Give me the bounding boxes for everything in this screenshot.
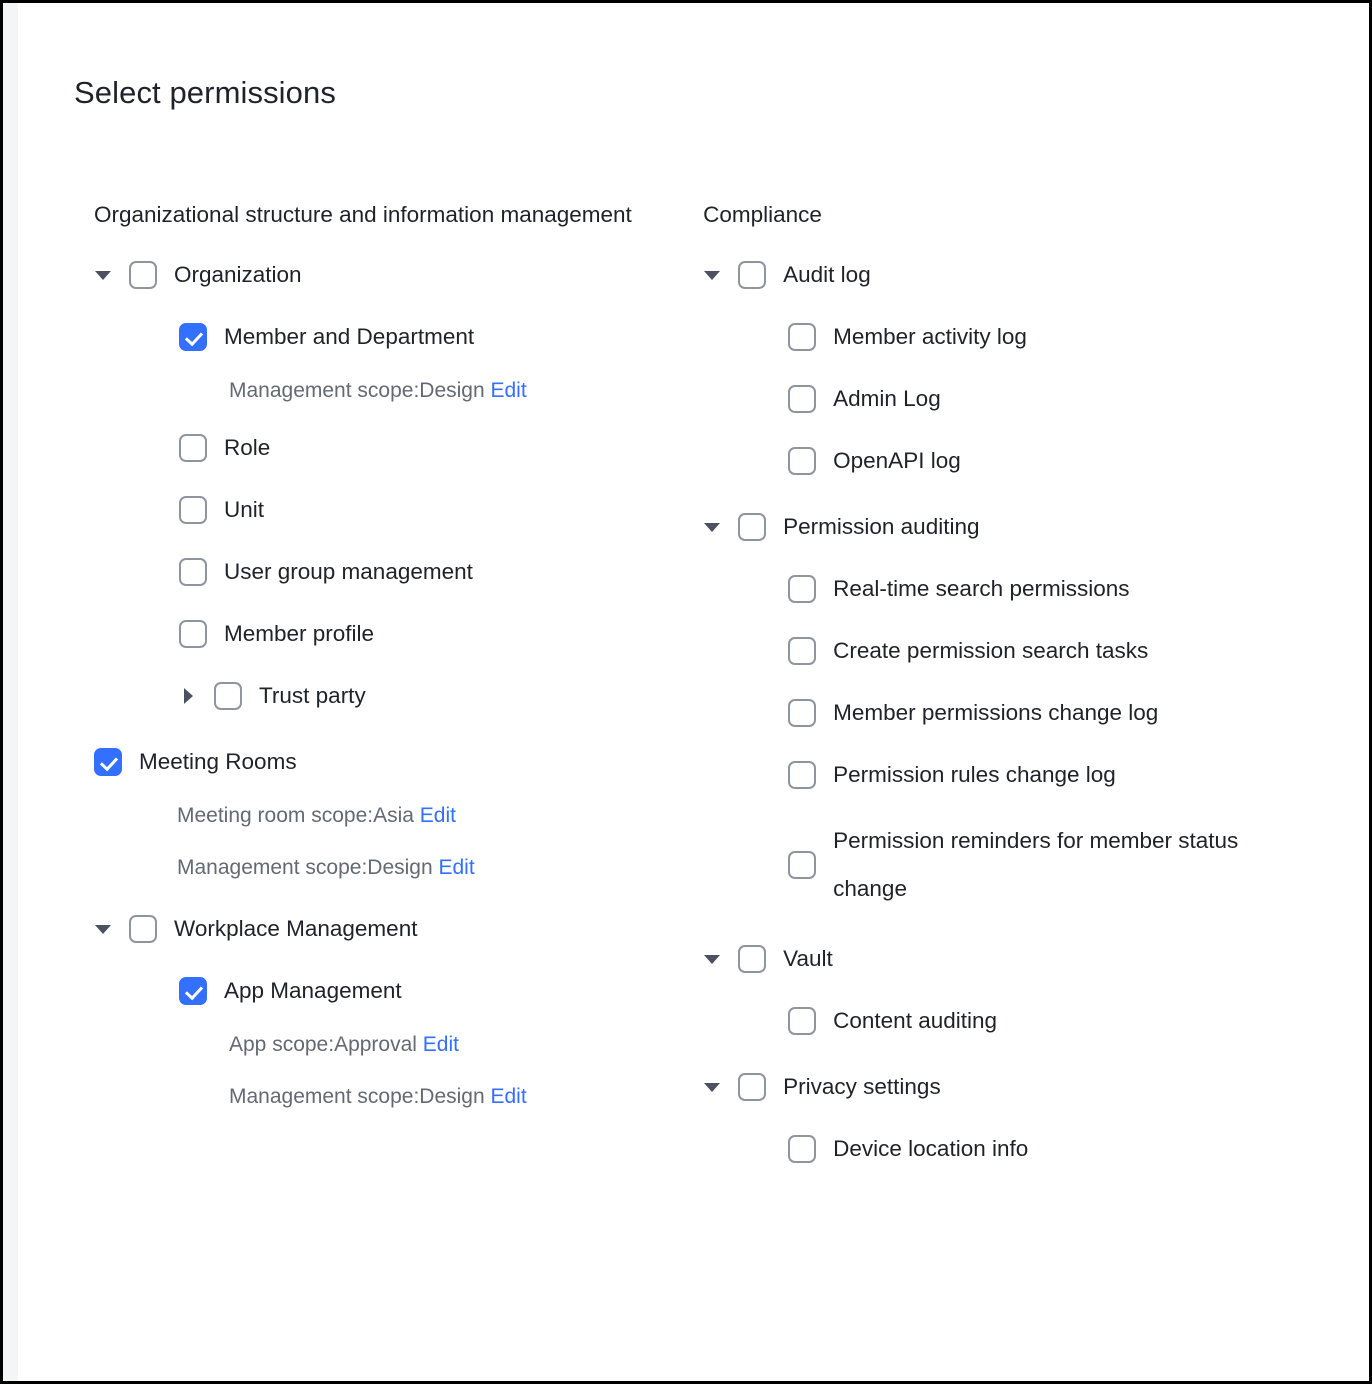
permission-row-permission-reminders-for-member-status-change[interactable] [788, 817, 1369, 913]
permission-row-content-auditing[interactable] [788, 1001, 1369, 1041]
permission-row-device-location-info[interactable] [788, 1129, 1369, 1169]
edit-scope-link[interactable]: Edit [438, 856, 475, 879]
checkbox-member-and-department[interactable] [179, 323, 207, 351]
permission-label: Create permission search tasks [833, 638, 1149, 663]
checkbox-user-group-management[interactable] [179, 558, 207, 586]
permission-row-trust-party[interactable] [179, 676, 700, 716]
caret-down-glyph [704, 271, 720, 280]
permission-row-meeting-rooms[interactable] [94, 742, 700, 782]
edit-scope-link[interactable]: Edit [490, 1085, 527, 1108]
permission-label: Member profile [224, 621, 375, 646]
permission-row-admin-log[interactable] [788, 379, 1369, 419]
permission-label: Privacy settings [783, 1074, 941, 1099]
permission-tree-left [94, 255, 700, 1112]
column-compliance [700, 193, 1369, 1169]
dialog-body [3, 3, 1369, 1381]
checkbox-permission-reminders-for-member-status-change[interactable] [788, 851, 816, 879]
checkbox-permission-auditing[interactable] [738, 513, 766, 541]
permission-label: Permission reminders for member status change [833, 828, 1239, 901]
permission-row-permission-rules-change-log[interactable] [788, 755, 1369, 795]
section-title-organizational-structure: Organizational structure and information management [94, 202, 632, 227]
permission-label: Permission rules change log [833, 762, 1116, 787]
scope-text: Management scope:Design [177, 856, 439, 879]
permission-label: Permission auditing [783, 514, 980, 539]
permission-row-user-group-management[interactable] [179, 552, 700, 592]
permission-row-role[interactable] [179, 428, 700, 468]
permission-label: Vault [783, 946, 833, 971]
checkbox-organization[interactable] [129, 261, 157, 289]
checkbox-admin-log[interactable] [788, 385, 816, 413]
scope-line [177, 853, 700, 883]
permission-row-permission-auditing[interactable] [703, 507, 1369, 547]
permission-label: App Management [224, 978, 402, 1003]
permissions-columns [3, 193, 1369, 1169]
permission-label: Admin Log [833, 386, 941, 411]
scope-text: Meeting room scope:Asia [177, 804, 420, 827]
permission-label: Real-time search permissions [833, 576, 1130, 601]
caret-down-glyph [704, 1083, 720, 1092]
permission-label: Meeting Rooms [139, 749, 297, 774]
column-organizational-structure [3, 193, 700, 1169]
permission-row-workplace-management[interactable] [94, 909, 700, 949]
permission-tree-right [703, 255, 1369, 1169]
chevron-down-icon[interactable] [703, 1072, 738, 1102]
permission-row-audit-log[interactable] [703, 255, 1369, 295]
checkbox-vault[interactable] [738, 945, 766, 973]
edit-scope-link[interactable]: Edit [419, 804, 456, 827]
checkbox-privacy-settings[interactable] [738, 1073, 766, 1101]
checkbox-real-time-search-permissions[interactable] [788, 575, 816, 603]
permission-row-member-activity-log[interactable] [788, 317, 1369, 357]
permission-label: Member activity log [833, 324, 1027, 349]
permission-label: Trust party [259, 683, 366, 708]
caret-down-glyph [95, 925, 111, 934]
chevron-down-icon[interactable] [94, 914, 129, 944]
scope-line [229, 376, 700, 406]
scope-text: Management scope:Design [229, 1085, 491, 1108]
permission-label: Member and Department [224, 324, 475, 349]
edit-scope-link[interactable]: Edit [490, 379, 527, 402]
permission-row-organization[interactable] [94, 255, 700, 295]
chevron-down-icon[interactable] [703, 944, 738, 974]
checkbox-create-permission-search-tasks[interactable] [788, 637, 816, 665]
checkbox-member-activity-log[interactable] [788, 323, 816, 351]
permission-row-vault[interactable] [703, 939, 1369, 979]
checkbox-content-auditing[interactable] [788, 1007, 816, 1035]
permission-label: User group management [224, 559, 473, 584]
caret-down-glyph [704, 955, 720, 964]
checkbox-permission-rules-change-log[interactable] [788, 761, 816, 789]
checkbox-role[interactable] [179, 434, 207, 462]
permission-label: Unit [224, 497, 265, 522]
checkbox-member-profile[interactable] [179, 620, 207, 648]
permission-row-member-and-department[interactable] [179, 317, 700, 357]
permission-row-unit[interactable] [179, 490, 700, 530]
permission-label: Workplace Management [174, 916, 418, 941]
chevron-down-icon[interactable] [703, 260, 738, 290]
permission-row-create-permission-search-tasks[interactable] [788, 631, 1369, 671]
chevron-down-icon[interactable] [703, 512, 738, 542]
permission-row-member-permissions-change-log[interactable] [788, 693, 1369, 733]
caret-right-glyph [184, 688, 193, 704]
scope-text: App scope:Approval [229, 1033, 423, 1056]
permission-row-app-management[interactable] [179, 971, 700, 1011]
permission-label: Audit log [783, 262, 871, 287]
checkbox-workplace-management[interactable] [129, 915, 157, 943]
permission-row-real-time-search-permissions[interactable] [788, 569, 1369, 609]
scope-line [177, 801, 700, 831]
caret-down-glyph [95, 271, 111, 280]
permission-row-openapi-log[interactable] [788, 441, 1369, 481]
checkbox-meeting-rooms[interactable] [94, 748, 122, 776]
edit-scope-link[interactable]: Edit [422, 1033, 459, 1056]
checkbox-member-permissions-change-log[interactable] [788, 699, 816, 727]
permission-label: Organization [174, 262, 302, 287]
checkbox-audit-log[interactable] [738, 261, 766, 289]
checkbox-device-location-info[interactable] [788, 1135, 816, 1163]
permission-label: OpenAPI log [833, 448, 961, 473]
section-title-compliance: Compliance [703, 202, 822, 227]
permission-label: Device location info [833, 1136, 1029, 1161]
checkbox-trust-party[interactable] [214, 682, 242, 710]
permission-label: Member permissions change log [833, 700, 1159, 725]
scope-line [229, 1030, 700, 1060]
checkbox-app-management[interactable] [179, 977, 207, 1005]
caret-down-glyph [704, 523, 720, 532]
chevron-right-icon[interactable] [179, 681, 214, 711]
checkbox-openapi-log[interactable] [788, 447, 816, 475]
chevron-down-icon[interactable] [94, 260, 129, 290]
permission-row-member-profile[interactable] [179, 614, 700, 654]
checkbox-unit[interactable] [179, 496, 207, 524]
page-title: Select permissions [74, 75, 336, 110]
permission-label: Role [224, 435, 271, 460]
permission-row-privacy-settings[interactable] [703, 1067, 1369, 1107]
permission-label: Content auditing [833, 1008, 998, 1033]
scope-line [229, 1082, 700, 1112]
scope-text: Management scope:Design [229, 379, 491, 402]
